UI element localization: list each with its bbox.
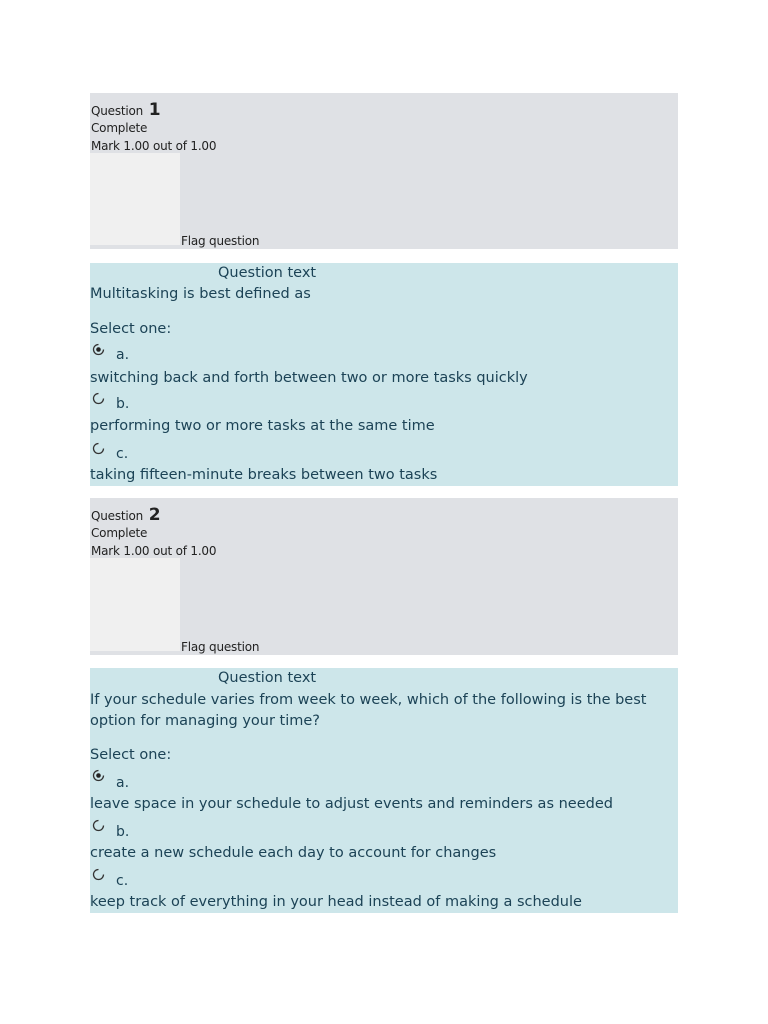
question-grade: Mark 1.00 out of 1.00 — [91, 544, 217, 558]
question-grade: Mark 1.00 out of 1.00 — [91, 139, 217, 153]
option-text-c[interactable]: keep track of everything in your head instead of making a schedule — [90, 894, 582, 910]
question-1-info — [90, 93, 678, 249]
question-state: Complete — [91, 121, 148, 135]
option-letter-b: b. — [116, 824, 130, 840]
option-letter-a: a. — [116, 347, 130, 363]
flag-icon[interactable] — [90, 153, 180, 245]
radio-option-b[interactable] — [92, 392, 105, 405]
radio-option-b[interactable] — [92, 819, 105, 832]
question-2-info — [90, 498, 678, 655]
option-text-b[interactable]: create a new schedule each day to account for changes — [90, 845, 497, 861]
option-text-c[interactable]: taking fifteen-minute breaks between two tasks — [90, 467, 438, 483]
flag-question-link[interactable]: Flag question — [181, 234, 260, 248]
question-text-header: Question text — [218, 670, 317, 686]
option-text-b[interactable]: performing two or more tasks at the same time — [90, 418, 435, 434]
radio-option-c[interactable] — [92, 868, 105, 881]
option-letter-c: c. — [116, 873, 129, 889]
question-2-content — [90, 668, 678, 913]
radio-option-c[interactable] — [92, 442, 105, 455]
option-letter-a: a. — [116, 775, 130, 791]
question-number-value: 1 — [148, 100, 161, 120]
question-number — [91, 100, 160, 120]
question-state: Complete — [91, 526, 148, 540]
question-text: If your schedule varies from week to week, which of the following is the best option for managing your time? — [90, 692, 647, 729]
question-label: Question — [91, 509, 144, 523]
radio-option-a[interactable] — [92, 769, 105, 782]
option-letter-b: b. — [116, 396, 130, 412]
option-text-a[interactable]: leave space in your schedule to adjust events and reminders as needed — [90, 796, 613, 812]
option-text-a[interactable]: switching back and forth between two or more tasks quickly — [90, 370, 528, 386]
question-number — [91, 505, 160, 525]
option-letter-c: c. — [116, 446, 129, 462]
question-text: Multitasking is best defined as — [90, 286, 311, 302]
question-label: Question — [91, 104, 144, 118]
flag-icon[interactable] — [90, 558, 180, 651]
select-one-prompt: Select one: — [90, 321, 172, 337]
question-number-value: 2 — [148, 505, 161, 525]
question-1-content — [90, 263, 678, 486]
radio-option-a[interactable] — [92, 343, 105, 356]
question-text-header: Question text — [218, 265, 317, 281]
select-one-prompt: Select one: — [90, 747, 172, 763]
flag-question-link[interactable]: Flag question — [181, 640, 260, 654]
